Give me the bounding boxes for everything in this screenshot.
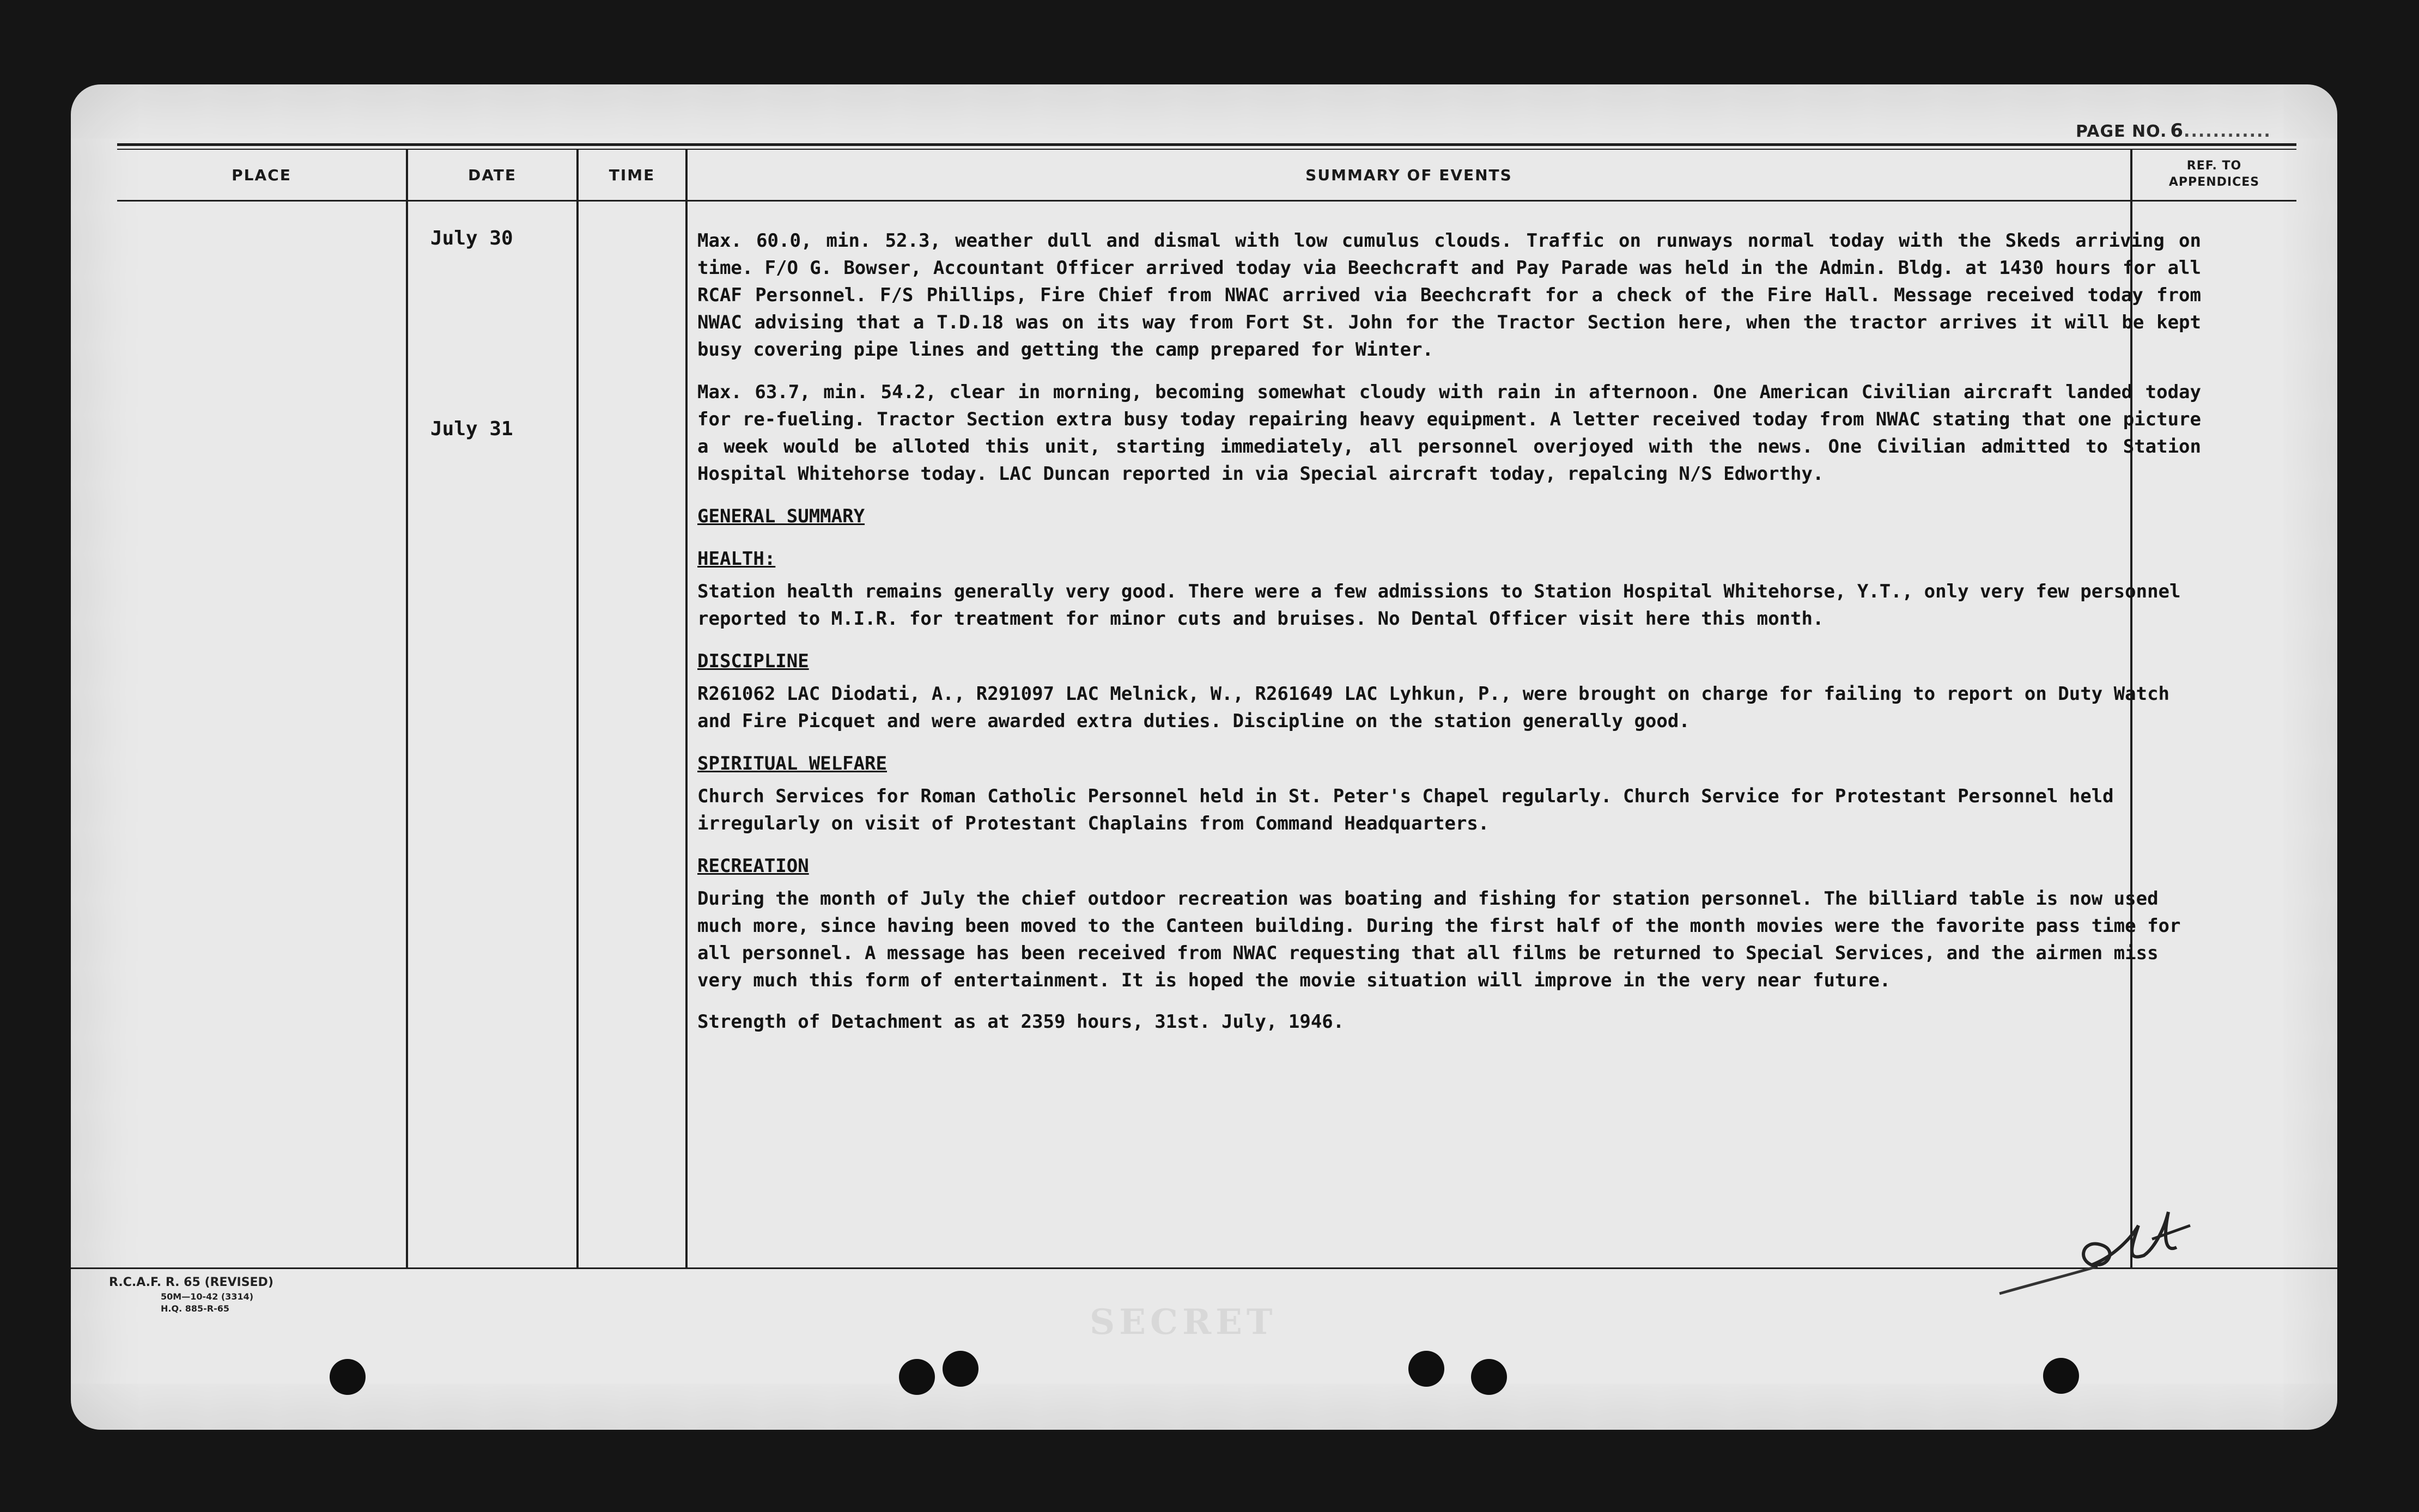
summary-of-events bbox=[697, 227, 2201, 1050]
top-rule-thin bbox=[117, 149, 2296, 150]
diary-card bbox=[71, 84, 2337, 1430]
faint-stamp: SECRET bbox=[1090, 1302, 1277, 1343]
entry-date-july-31: July 31 bbox=[430, 418, 513, 440]
header-ref-appendices bbox=[2132, 158, 2296, 191]
header-ref-line2: APPENDICES bbox=[2168, 175, 2260, 189]
form-identifier-line1: R.C.A.F. R. 65 (REVISED) bbox=[109, 1276, 273, 1289]
header-place: PLACE bbox=[232, 166, 291, 184]
header-rule bbox=[117, 200, 2296, 202]
punch-hole bbox=[943, 1351, 978, 1387]
punch-hole bbox=[1471, 1359, 1507, 1395]
signature-mark bbox=[1989, 1174, 2207, 1299]
punch-hole bbox=[1408, 1351, 1444, 1387]
top-rule bbox=[117, 143, 2296, 146]
discipline-heading: DISCIPLINE bbox=[697, 650, 809, 672]
header-ref-line1: REF. TO bbox=[2186, 159, 2242, 173]
form-identifier-line2: 50M—10-42 (3314) bbox=[161, 1291, 254, 1302]
header-summary: SUMMARY OF EVENTS bbox=[1305, 166, 1512, 184]
recreation-text: During the month of July the chief outdoor recreation was boating and fishing for station personnel. The billiard table is now used much more, since having been moved to the Canteen building. During the first half of the month movies were the favorite pass time for all personnel. A message has been received from NWAC requesting that all films be returned to Special Services, and the airmen miss very much this form of entertainment. It is hoped the movie situation will improve in the very near future. bbox=[697, 888, 2181, 991]
punch-hole bbox=[2043, 1358, 2079, 1394]
spiritual-welfare-heading: SPIRITUAL WELFARE bbox=[697, 753, 887, 775]
date-time-divider bbox=[576, 149, 579, 1268]
punch-hole bbox=[330, 1359, 366, 1395]
entry-text-july-31: Max. 63.7, min. 54.2, clear in morning, becoming somewhat cloudy with rain in afternoon. One American Civilian aircraft landed today for re-fueling. Tractor Section extra busy today repairing heavy equipment. A letter received today from NWAC stating that one picture a week would be alloted this unit, starting immediately, all personnel overjoyed with the news. One Civilian admitted to Station Hospital Whitehorse today. LAC Duncan reported in via Special aircraft today, repalcing N/S Edworthy. bbox=[697, 381, 2201, 485]
form-identifier bbox=[109, 1275, 273, 1315]
strength-statement: Strength of Detachment as at 2359 hours, 31st. July, 1946. bbox=[697, 1011, 1345, 1033]
health-heading: HEALTH: bbox=[697, 548, 776, 570]
page-number-value: 6 bbox=[2170, 120, 2184, 142]
page-number-label: PAGE NO. bbox=[2076, 122, 2167, 141]
recreation-heading: RECREATION bbox=[697, 855, 809, 877]
page-number bbox=[2076, 120, 2271, 142]
form-identifier-line3: H.Q. 885-R-65 bbox=[161, 1303, 229, 1314]
punch-hole bbox=[899, 1359, 935, 1395]
header-date: DATE bbox=[468, 166, 516, 184]
header-time: TIME bbox=[609, 166, 655, 184]
entry-text-july-30: Max. 60.0, min. 52.3, weather dull and dismal with low cumulus clouds. Traffic on runways normal today with the Skeds arriving on time. F/O G. Bowser, Accountant Officer arrived today via Beechcraft and Pay Parade was held in the Admin. Bldg. at 1430 hours for all RCAF Personnel. F/S Phillips, Fire Chief from NWAC arrived via Beechcraft for a check of the Fire Hall. Message received today from NWAC advising that a T.D.18 was on its way from Fort St. John for the Tractor Section here, when the tractor arrives it will be kept busy covering pipe lines and getting the camp prepared for Winter. bbox=[697, 230, 2201, 361]
spiritual-welfare-text: Church Services for Roman Catholic Personnel held in St. Peter's Chapel regularly. Church Service for Protestant Personnel held irregularly on visit of Protestant Chaplains from Command Headquarters. bbox=[697, 785, 2114, 834]
entry-date-july-30: July 30 bbox=[430, 227, 513, 249]
page-number-dots: ............ bbox=[2184, 122, 2271, 141]
place-date-divider bbox=[406, 149, 408, 1268]
general-summary-heading: GENERAL SUMMARY bbox=[697, 505, 865, 527]
health-text: Station health remains generally very good. There were a few admissions to Station Hospital Whitehorse, Y.T., only very few personnel reported to M.I.R. for treatment for minor cuts and bruises. No Dental Officer visit here this month. bbox=[697, 581, 2181, 630]
discipline-text: R261062 LAC Diodati, A., R291097 LAC Melnick, W., R261649 LAC Lyhkun, P., were brought on charge for failing to report on Duty Watch and Fire Picquet and were awarded extra duties. Discipline on the station generally good. bbox=[697, 683, 2170, 732]
time-summary-divider bbox=[685, 149, 688, 1268]
